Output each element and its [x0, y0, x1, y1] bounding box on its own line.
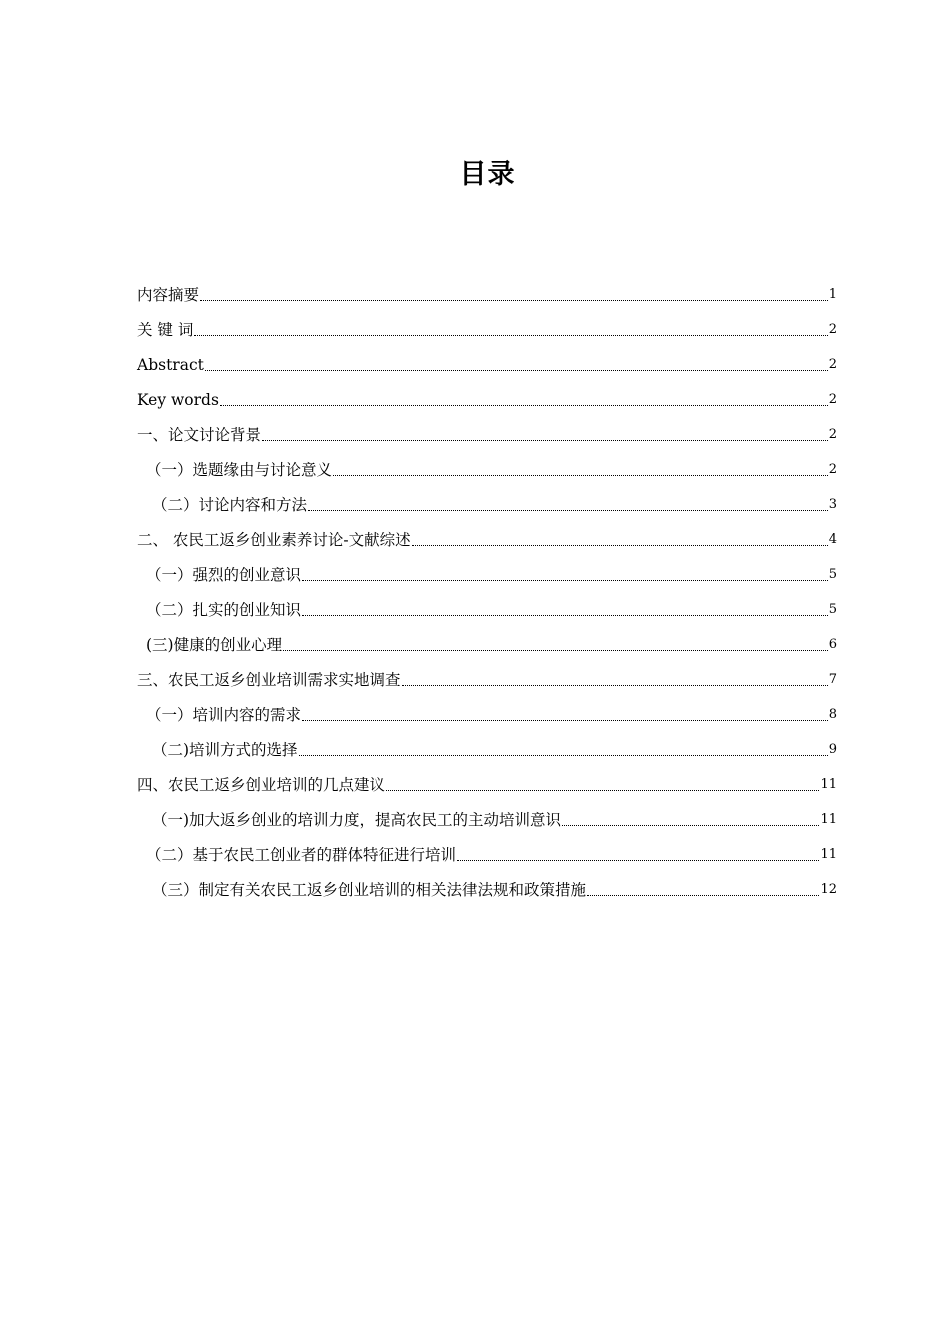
toc-entry-label: 一、论文讨论背景 — [137, 426, 262, 444]
toc-entry-label: 四、农民工返乡创业培训的几点建议 — [137, 776, 386, 794]
toc-entry-section-2-3[interactable] — [137, 624, 837, 659]
dot-leader — [220, 404, 828, 406]
toc-entry-label: （一)加大返乡创业的培训力度，提高农民工的主动培训意识 — [152, 811, 562, 829]
toc-entry-keywords-cn[interactable] — [137, 309, 837, 344]
toc-entry-label: 三、农民工返乡创业培训需求实地调查 — [137, 671, 401, 689]
toc-entry-section-3-2[interactable] — [137, 729, 837, 764]
toc-entry-label: （二）讨论内容和方法 — [152, 496, 308, 514]
toc-entry-section-4-1[interactable] — [137, 799, 837, 834]
toc-entry-page: 2 — [828, 392, 837, 407]
toc-entry-page: 6 — [828, 637, 837, 652]
toc-entry-page: 3 — [828, 497, 837, 512]
dot-leader — [205, 369, 828, 371]
toc-entry-label: （一）培训内容的需求 — [146, 706, 302, 724]
dot-leader — [412, 544, 828, 546]
toc-entry-label: （三）制定有关农民工返乡创业培训的相关法律法规和政策措施 — [152, 881, 587, 899]
dot-leader — [200, 299, 828, 301]
toc-entry-abstract-cn[interactable] — [137, 274, 837, 309]
toc-entry-label: （二)培训方式的选择 — [152, 741, 298, 759]
toc-entry-label: （一）选题缘由与讨论意义 — [146, 461, 333, 479]
toc-entry-page: 9 — [828, 742, 837, 757]
dot-leader — [386, 789, 819, 791]
toc-entry-page: 2 — [828, 462, 837, 477]
dot-leader — [302, 719, 828, 721]
table-of-contents — [137, 274, 837, 904]
dot-leader — [333, 474, 828, 476]
dot-leader — [402, 684, 828, 686]
toc-entry-label: （二）扎实的创业知识 — [146, 601, 302, 619]
dot-leader — [587, 894, 819, 896]
toc-entry-page: 11 — [820, 812, 837, 827]
toc-entry-label: Key words — [137, 391, 219, 409]
toc-entry-page: 11 — [820, 847, 837, 862]
dot-leader — [262, 439, 828, 441]
dot-leader — [194, 334, 827, 336]
toc-entry-section-3[interactable] — [137, 659, 837, 694]
toc-entry-label: 关 键 词 — [137, 321, 194, 339]
toc-entry-section-4-3[interactable] — [137, 869, 837, 904]
page-title: 目录 — [459, 159, 516, 190]
toc-entry-label: Abstract — [137, 356, 204, 374]
toc-entry-label: （二）基于农民工创业者的群体特征进行培训 — [146, 846, 457, 864]
toc-entry-label: 二、 农民工返乡创业素养讨论-文献综述 — [137, 531, 411, 549]
toc-entry-label: (三)健康的创业心理 — [146, 636, 283, 654]
dot-leader — [457, 859, 819, 861]
toc-entry-section-2-2[interactable] — [137, 589, 837, 624]
toc-entry-page: 5 — [828, 567, 837, 582]
dot-leader — [299, 754, 828, 756]
dot-leader — [308, 509, 828, 511]
toc-entry-section-1-2[interactable] — [137, 484, 837, 519]
toc-entry-section-3-1[interactable] — [137, 694, 837, 729]
toc-entry-keywords-en[interactable] — [137, 379, 837, 414]
toc-entry-page: 4 — [828, 532, 837, 547]
dot-leader — [283, 649, 828, 651]
toc-entry-page: 2 — [828, 427, 837, 442]
toc-entry-page: 8 — [828, 707, 837, 722]
toc-entry-page: 1 — [828, 287, 837, 302]
toc-entry-page: 12 — [820, 882, 837, 897]
toc-entry-section-2[interactable] — [137, 519, 837, 554]
toc-entry-section-4-2[interactable] — [137, 834, 837, 869]
toc-entry-abstract-en[interactable] — [137, 344, 837, 379]
dot-leader — [562, 824, 819, 826]
toc-entry-section-1[interactable] — [137, 414, 837, 449]
dot-leader — [302, 579, 828, 581]
toc-entry-section-4[interactable] — [137, 764, 837, 799]
toc-entry-page: 5 — [828, 602, 837, 617]
toc-entry-label: 内容摘要 — [137, 286, 200, 304]
toc-entry-page: 7 — [828, 672, 837, 687]
toc-entry-section-2-1[interactable] — [137, 554, 837, 589]
dot-leader — [302, 614, 828, 616]
toc-entry-section-1-1[interactable] — [137, 449, 837, 484]
toc-entry-page: 11 — [820, 777, 837, 792]
toc-entry-page: 2 — [828, 357, 837, 372]
toc-entry-label: （一）强烈的创业意识 — [146, 566, 302, 584]
toc-entry-page: 2 — [828, 322, 837, 337]
